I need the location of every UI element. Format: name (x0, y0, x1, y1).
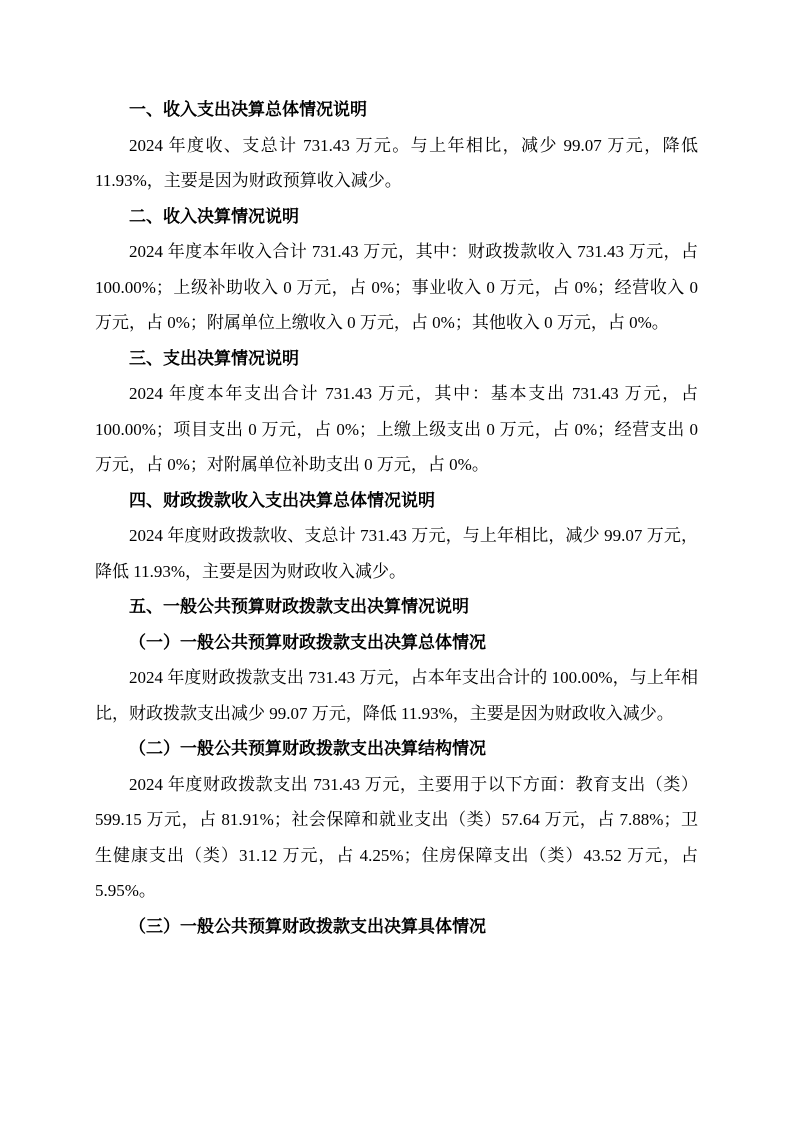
section-2-heading: 二、收入决算情况说明 (129, 206, 299, 226)
section-5-subsection-3-heading: （三）一般公共预算财政拨款支出决算具体情况 (129, 916, 486, 936)
section-5-subsection-1-paragraph-1: 2024 年度财政拨款支出 731.43 万元，占本年支出合计的 100.00%，与上年相比，财政拨款支出减少 99.07 万元，降低 11.93%，主要是因为财政收入减少。 (95, 668, 698, 723)
section-1-paragraph-1: 2024 年度收、支总计 731.43 万元。与上年相比，减少 99.07 万元，降低 11.93%，主要是因为财政预算收入减少。 (95, 135, 698, 190)
section-5-subsection-1-heading: （一）一般公共预算财政拨款支出决算总体情况 (129, 632, 486, 652)
section-1-heading: 一、收入支出决算总体情况说明 (129, 100, 367, 119)
section-5-subsection-2-heading: （二）一般公共预算财政拨款支出决算结构情况 (129, 739, 486, 758)
section-2-paragraph-1: 2024 年度本年收入合计 731.43 万元，其中：财政拨款收入 731.43 万元，占 100.00%；上级补助收入 0 万元，占 0%；事业收入 0 万元，占 0%；经营收入 0 万元，占 0%；附属单位上缴收入 0 万元，占 0%；其他收入 0 万元，占 0%。 (95, 242, 698, 332)
section-4-paragraph-1: 2024 年度财政拨款收、支总计 731.43 万元，与上年相比，减少 99.07 万元，降低 11.93%，主要是因为财政收入减少。 (95, 526, 698, 581)
section-3-paragraph-1: 2024 年度本年支出合计 731.43 万元，其中：基本支出 731.43 万元，占 100.00%；项目支出 0 万元，占 0%；上缴上级支出 0 万元，占 0%；经营支出 0 万元，占 0%；对附属单位补助支出 0 万元，占 0%。 (95, 384, 698, 474)
section-3-heading: 三、支出决算情况说明 (129, 348, 299, 368)
section-5-heading: 五、一般公共预算财政拨款支出决算情况说明 (129, 597, 469, 616)
section-5-subsection-2-paragraph-1: 2024 年度财政拨款支出 731.43 万元，主要用于以下方面：教育支出（类）599.15 万元，占 81.91%；社会保障和就业支出（类）57.64 万元，占 7.88%；卫生健康支出（类）31.12 万元，占 4.25%；住房保障支出（类）43.52 万元，占 5.95%。 (95, 774, 698, 900)
section-4-heading: 四、财政拨款收入支出决算总体情况说明 (129, 490, 435, 510)
document-body (95, 92, 698, 944)
